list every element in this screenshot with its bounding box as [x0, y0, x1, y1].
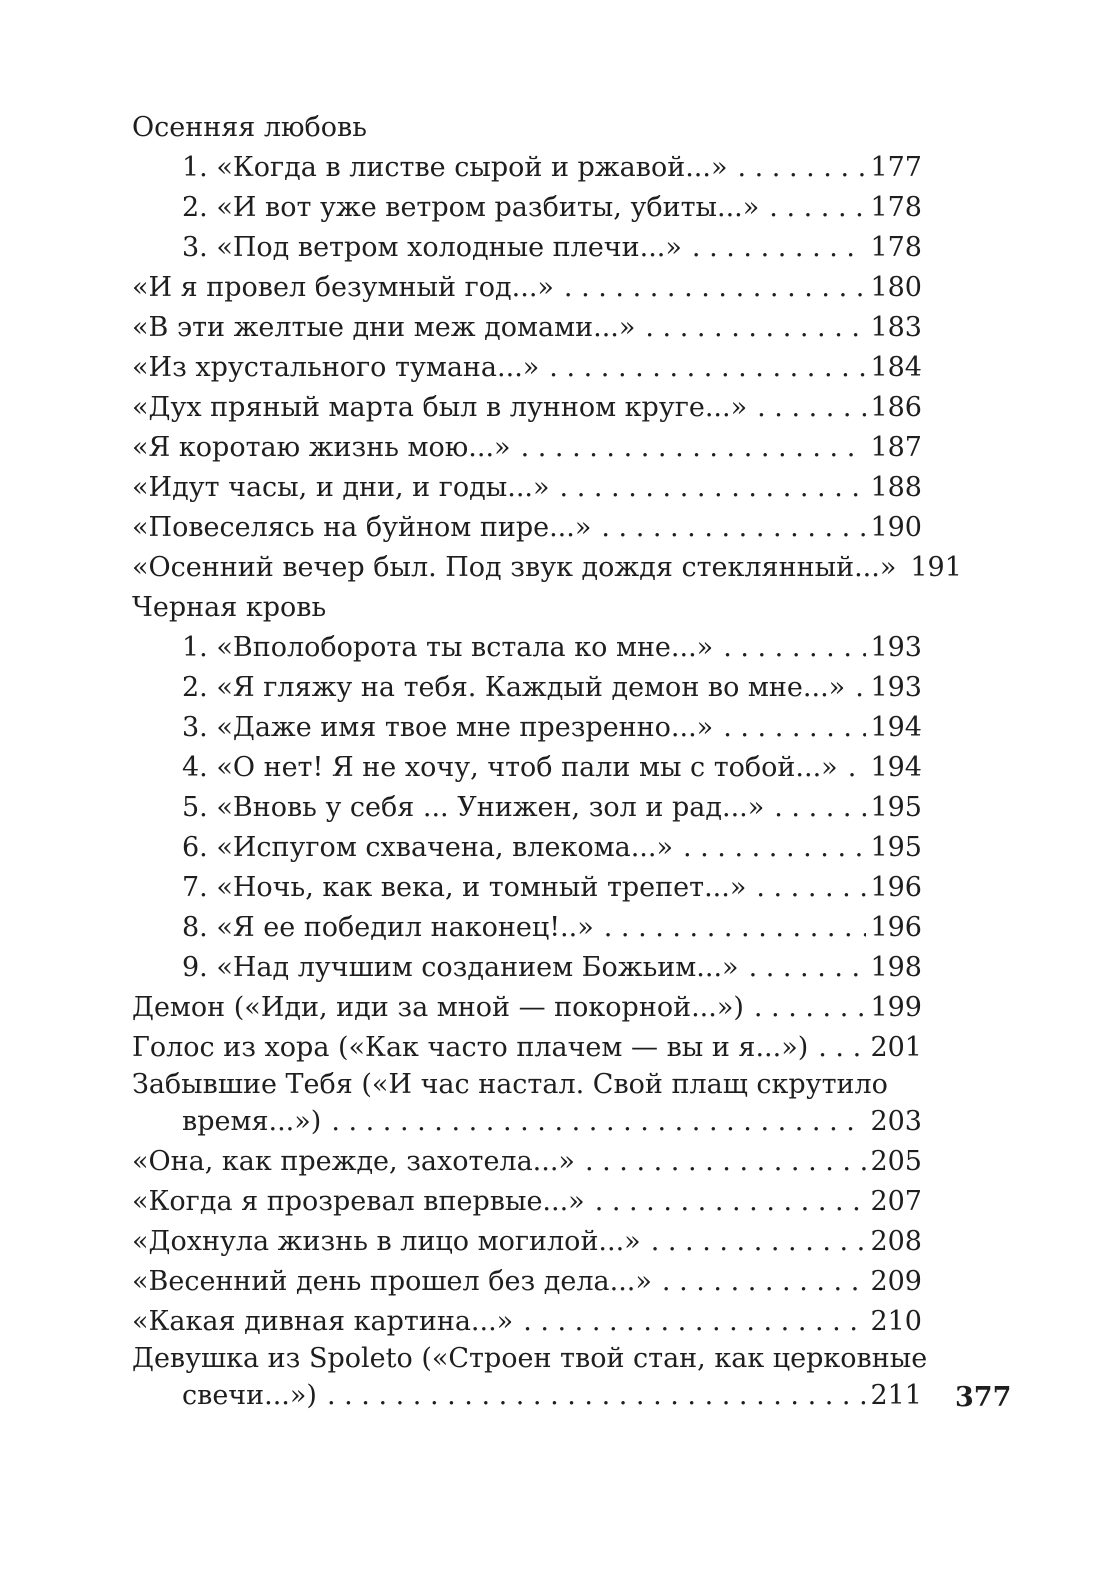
toc-entry-title: «Из хрустального тумана...»: [132, 352, 540, 383]
toc-section-heading: [132, 588, 922, 628]
toc-page-number: 196: [870, 912, 922, 943]
toc-entry-title: «Осенний вечер был. Под звук дождя стеклянный...»: [132, 552, 897, 583]
dot-leader: [737, 148, 866, 188]
toc-page-number: 193: [870, 672, 922, 703]
toc-page-number: 184: [870, 352, 922, 383]
toc-entry-title: 6. «Испугом схвачена, влекома...»: [182, 832, 673, 863]
toc-entry-title: 1. «Когда в листве сырой и ржавой...»: [182, 152, 728, 183]
toc-entry: [132, 1342, 928, 1416]
toc-page-number: 178: [870, 232, 922, 263]
toc-page-number: 190: [870, 512, 922, 543]
toc-entry-title: 3. «Даже имя твое мне презренно...»: [182, 712, 714, 743]
dot-leader: [327, 1376, 867, 1416]
page-number: 377: [955, 1382, 1012, 1413]
toc-page-number: 191: [910, 552, 962, 583]
toc-entry: [132, 428, 922, 468]
toc-page-number: 188: [870, 472, 922, 503]
toc-entry-title: «Идут часы, и дни, и годы...»: [132, 472, 550, 503]
toc-subentry: [132, 788, 922, 828]
toc-heading-text: Черная кровь: [132, 592, 327, 623]
toc-entry: [132, 1028, 922, 1068]
toc-page-number: 210: [870, 1306, 922, 1337]
toc-entry-title: «Когда я прозревал впервые...»: [132, 1186, 585, 1217]
toc-entry-title: 7. «Ночь, как века, и томный трепет...»: [182, 872, 747, 903]
toc-entry: [132, 388, 922, 428]
toc-page-number: 195: [870, 792, 922, 823]
toc-heading-text: Осенняя любовь: [132, 112, 367, 143]
dot-leader: [723, 708, 866, 748]
toc-entry: [132, 548, 962, 588]
toc-entry-title: Демон («Иди, иди за мной — покорной...»): [132, 992, 744, 1023]
toc-entry-title-line1: Забывшие Тебя («И час настал. Свой плащ скрутило: [132, 1069, 888, 1100]
toc-entry: [132, 468, 922, 508]
toc-entry-title: 4. «О нет! Я не хочу, чтоб пали мы с тобой...»: [182, 752, 838, 783]
toc-subentry: [132, 228, 922, 268]
dot-leader: [585, 1142, 867, 1182]
dot-leader: [769, 188, 866, 228]
toc-entry-title: «Повеселясь на буйном пире...»: [132, 512, 592, 543]
dot-leader: [560, 468, 867, 508]
toc-entry-title: 2. «Я гляжу на тебя. Каждый демон во мне...»: [182, 672, 846, 703]
toc-page-number: 187: [870, 432, 922, 463]
toc-entry: [132, 988, 922, 1028]
toc-entry-title-line2: время...»): [182, 1106, 322, 1137]
toc-subentry: [132, 628, 922, 668]
dot-leader: [595, 1182, 867, 1222]
toc-entry-continuation: [132, 1376, 922, 1416]
dot-leader: [521, 428, 867, 468]
dot-leader: [855, 668, 866, 708]
toc-page-number: 201: [870, 1032, 922, 1063]
toc-entry-title-line2: свечи...»): [182, 1380, 317, 1411]
dot-leader: [601, 508, 866, 548]
dot-leader: [645, 308, 866, 348]
dot-leader: [756, 868, 866, 908]
dot-leader: [757, 388, 866, 428]
toc-entry-title: 1. «Вполоборота ты встала ко мне...»: [182, 632, 714, 663]
toc-entry: [132, 308, 922, 348]
toc-page-number: 186: [870, 392, 922, 423]
toc-subentry: [132, 868, 922, 908]
toc-subentry: [132, 908, 922, 948]
dot-leader: [749, 948, 867, 988]
toc-page-number: 208: [870, 1226, 922, 1257]
toc-entry-title: Голос из хора («Как часто плачем — вы и я...»): [132, 1032, 809, 1063]
toc-entry-title: 5. «Вновь у себя ... Унижен, зол и рад...»: [182, 792, 765, 823]
toc-page-number: 195: [870, 832, 922, 863]
toc-entry-title: 3. «Под ветром холодные плечи...»: [182, 232, 682, 263]
toc-entry: [132, 348, 922, 388]
toc-entry-title: «Дохнула жизнь в лицо могилой...»: [132, 1226, 641, 1257]
toc-entry-title: «Дух пряный марта был в лунном круге...»: [132, 392, 748, 423]
toc-page-number: 211: [870, 1380, 922, 1411]
toc-entry-title: 9. «Над лучшим созданием Божьим...»: [182, 952, 739, 983]
dot-leader: [523, 1302, 866, 1342]
dot-leader: [662, 1262, 867, 1302]
toc-page-number: 194: [870, 752, 922, 783]
toc-entry: [132, 1182, 922, 1222]
toc-page-number: 209: [870, 1266, 922, 1297]
toc-page-number: 180: [870, 272, 922, 303]
toc-page-number: 196: [870, 872, 922, 903]
dot-leader: [604, 908, 867, 948]
toc-entry-title: «Весенний день прошел без дела...»: [132, 1266, 652, 1297]
toc-subentry: [132, 668, 922, 708]
toc-page-number: 193: [870, 632, 922, 663]
dot-leader: [774, 788, 866, 828]
toc-subentry: [132, 948, 922, 988]
toc-entry-title: «В эти желтые дни меж домами...»: [132, 312, 636, 343]
toc-entry-title: «Она, как прежде, захотела...»: [132, 1146, 575, 1177]
dot-leader: [754, 988, 867, 1028]
toc-page-number: 199: [870, 992, 922, 1023]
toc-page-number: 207: [870, 1186, 922, 1217]
toc-entry-title: «Какая дивная картина...»: [132, 1306, 514, 1337]
toc-entry: [132, 1302, 922, 1342]
toc-subentry: [132, 828, 922, 868]
toc-entry-title: «Я коротаю жизнь мою...»: [132, 432, 511, 463]
toc-page-number: 194: [870, 712, 922, 743]
toc-entry: [132, 1068, 922, 1142]
toc-subentry: [132, 708, 922, 748]
toc-subentry: [132, 748, 922, 788]
toc-subentry: [132, 148, 922, 188]
toc-page-number: 178: [870, 192, 922, 223]
dot-leader: [683, 828, 866, 868]
toc-entry-title: «И я провел безумный год...»: [132, 272, 554, 303]
dot-leader: [651, 1222, 867, 1262]
dot-leader: [564, 268, 867, 308]
dot-leader: [549, 348, 866, 388]
toc-entry-title: 8. «Я ее победил наконец!..»: [182, 912, 594, 943]
toc-entry: [132, 1142, 922, 1182]
table-of-contents: [132, 108, 962, 1416]
toc-entry: [132, 268, 922, 308]
toc-entry: [132, 508, 922, 548]
toc-page-number: 198: [870, 952, 922, 983]
dot-leader: [818, 1028, 866, 1068]
toc-entry-title: 2. «И вот уже ветром разбиты, убиты...»: [182, 192, 760, 223]
toc-entry-continuation: [132, 1102, 922, 1142]
toc-entry: [132, 1222, 922, 1262]
dot-leader: [723, 628, 866, 668]
toc-page-number: 177: [870, 152, 922, 183]
toc-page-number: 183: [870, 312, 922, 343]
toc-entry-title-line1: Девушка из Spoleto («Строен твой стан, как церковные: [132, 1343, 928, 1374]
dot-leader: [848, 748, 867, 788]
dot-leader: [331, 1102, 866, 1142]
toc-page-number: 205: [870, 1146, 922, 1177]
toc-section-heading: [132, 108, 922, 148]
toc-page-number: 203: [870, 1106, 922, 1137]
toc-subentry: [132, 188, 922, 228]
toc-entry: [132, 1262, 922, 1302]
dot-leader: [692, 228, 867, 268]
